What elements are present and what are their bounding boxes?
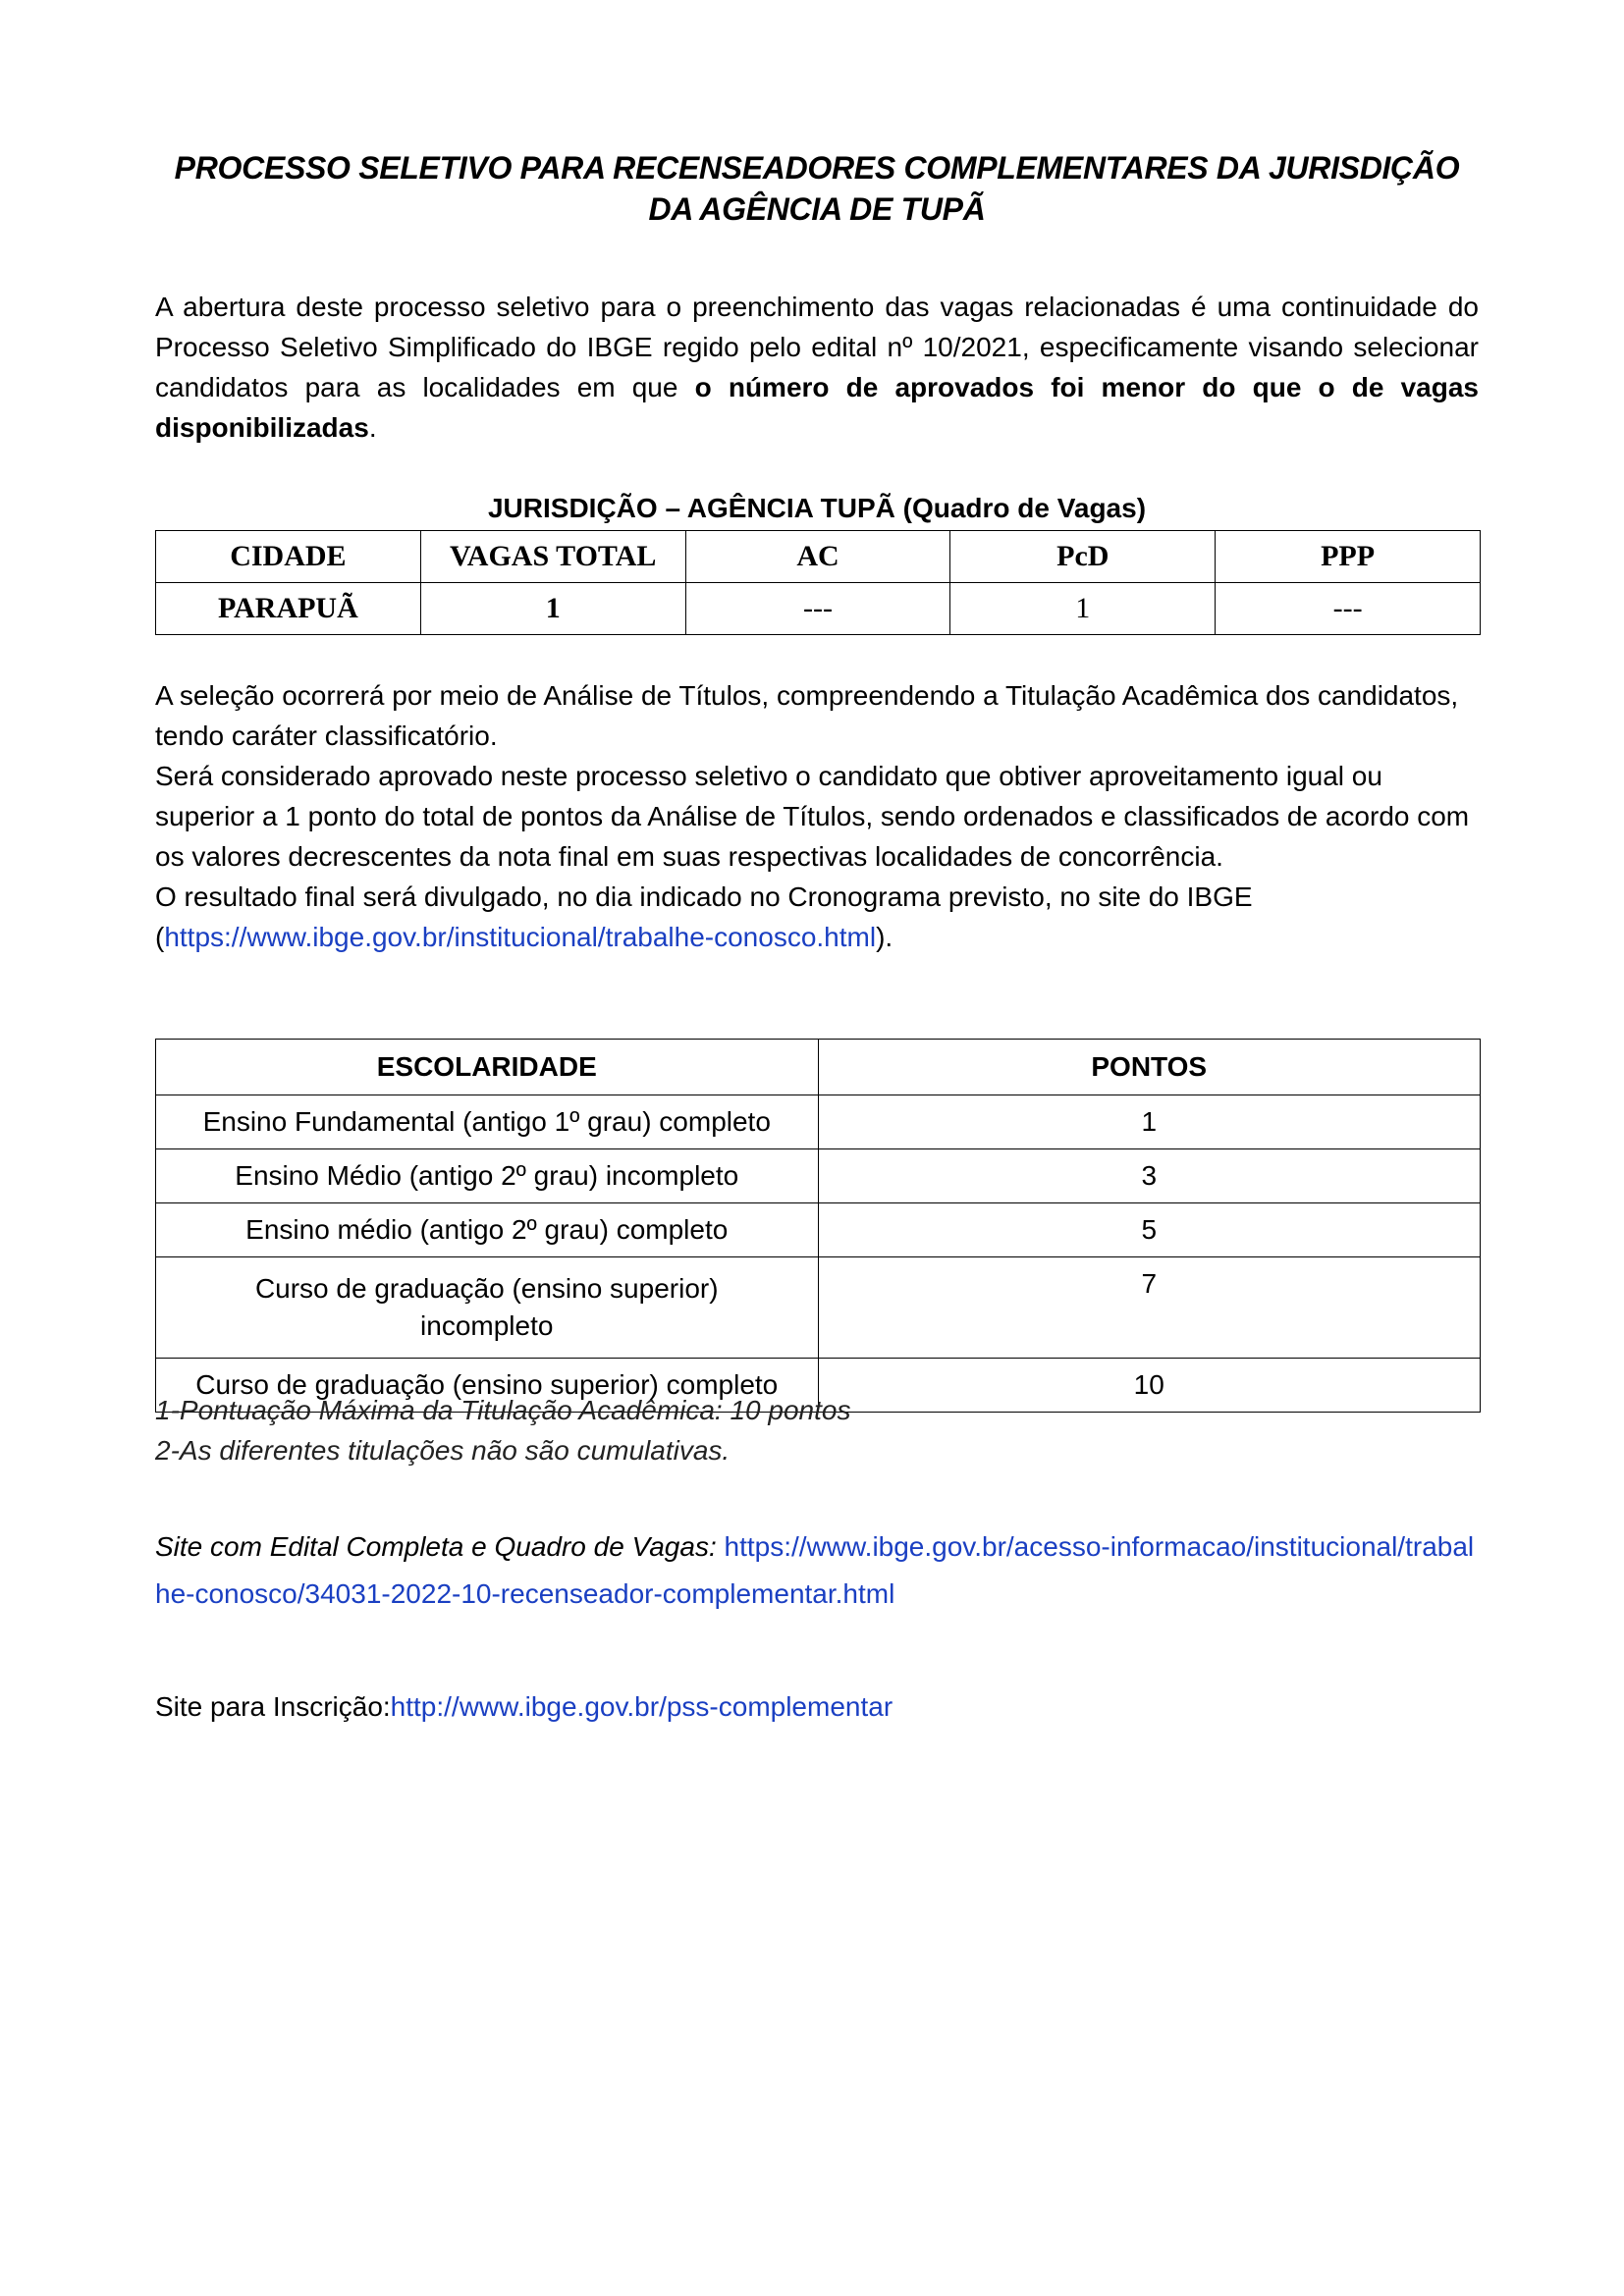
pontos-cell: 1 [818,1095,1481,1149]
intro-bold-text: o número de aprovados foi menor do que o de vagas disponibilizadas [155,372,1479,443]
note-not-cumulative: 2-As diferentes titulações não são cumulativas. [155,1435,731,1466]
edital-site [155,1523,1479,1618]
edital-link[interactable]: https://www.ibge.gov.br/acesso-informacao/institucional/trabalhe-conosco/34031-2022-10-recenseador-complementar.html [155,1531,1475,1609]
vagas-cell-total: 1 [420,583,685,635]
table-notes [155,1390,1479,1470]
vagas-cell-pcd: 1 [950,583,1216,635]
vagas-header-row [156,531,1481,583]
pontos-header-escolaridade: ESCOLARIDADE [156,1040,819,1095]
result-text: O resultado final será divulgado, no dia indicado no Cronograma previsto, no site do IBGE ( [155,881,1253,952]
document-page [155,147,1479,1722]
intro-end: . [368,412,377,443]
vagas-header-total: VAGAS TOTAL [420,531,685,583]
table-row [156,1203,1481,1257]
paragraph-result [155,877,1479,957]
pontos-header-row [156,1040,1481,1095]
selection-description [155,675,1479,957]
pontos-cell: 5 [818,1203,1481,1257]
table-row [156,1149,1481,1203]
intro-paragraph [155,287,1479,448]
inscricao-label: Site para Inscrição: [155,1691,391,1722]
escolaridade-cell: Ensino Médio (antigo 2º grau) incompleto [156,1149,819,1203]
paragraph-approval: Será considerado aprovado neste processo seletivo o candidato que obtiver aproveitamento igual ou superior a 1 ponto do total de pontos da Análise de Títulos, sendo ordenados e classificados de acordo com os valores decrescentes da nota final em suas respectivas localidades de concorrência. [155,761,1470,872]
escolaridade-cell: Curso de graduação (ensino superior) completo [156,1359,819,1413]
pontos-cell: 10 [818,1359,1481,1413]
vagas-header-pcd: PcD [950,531,1216,583]
vagas-header-ac: AC [685,531,950,583]
pontos-cell: 3 [818,1149,1481,1203]
table-row [156,583,1481,635]
title-line-1: PROCESSO SELETIVO PARA RECENSEADORES COMPLEMENTARES DA JURISDIÇÃO [174,150,1460,186]
vagas-cell-ac: --- [685,583,950,635]
pontos-cell: 7 [818,1257,1481,1359]
vagas-cell-ppp: --- [1216,583,1481,635]
vagas-cell-cidade: PARAPUÃ [156,583,421,635]
vagas-table [155,530,1481,635]
escolaridade-cell: Curso de graduação (ensino superior) incompleto [156,1257,819,1359]
pontos-table [155,1039,1481,1413]
title-line-2: DA AGÊNCIA DE TUPÃ [648,191,986,227]
table-row [156,1095,1481,1149]
result-text-end: ). [876,922,893,952]
edital-label: Site com Edital Completa e Quadro de Vagas: [155,1531,725,1562]
inscricao-link[interactable]: http://www.ibge.gov.br/pss-complementar [390,1691,893,1722]
escolaridade-cell: Ensino Fundamental (antigo 1º grau) completo [156,1095,819,1149]
table-row [156,1257,1481,1359]
pontos-header-pontos: PONTOS [818,1040,1481,1095]
vagas-header-ppp: PPP [1216,531,1481,583]
trabalhe-conosco-link[interactable]: https://www.ibge.gov.br/institucional/trabalhe-conosco.html [164,922,877,952]
vagas-table-caption: JURISDIÇÃO – AGÊNCIA TUPÃ (Quadro de Vagas) [487,493,1147,523]
paragraph-selection: A seleção ocorrerá por meio de Análise de Títulos, compreendendo a Titulação Acadêmica dos candidatos, tendo caráter classificatório. [155,680,1459,751]
vagas-header-cidade: CIDADE [156,531,421,583]
document-title [155,147,1479,230]
inscricao-site [155,1686,1479,1727]
escolaridade-cell: Ensino médio (antigo 2º grau) completo [156,1203,819,1257]
note-max-score: 1-Pontuação Máxima da Titulação Acadêmica: 10 pontos [155,1395,851,1425]
intro-text: A abertura deste processo seletivo para o preenchimento das vagas relacionadas é uma continuidade do Processo Seletivo Simplificado do IBGE regido pelo edital nº 10/2021, especificamente visando selecionar candidatos para as localidades em que [155,292,1479,402]
